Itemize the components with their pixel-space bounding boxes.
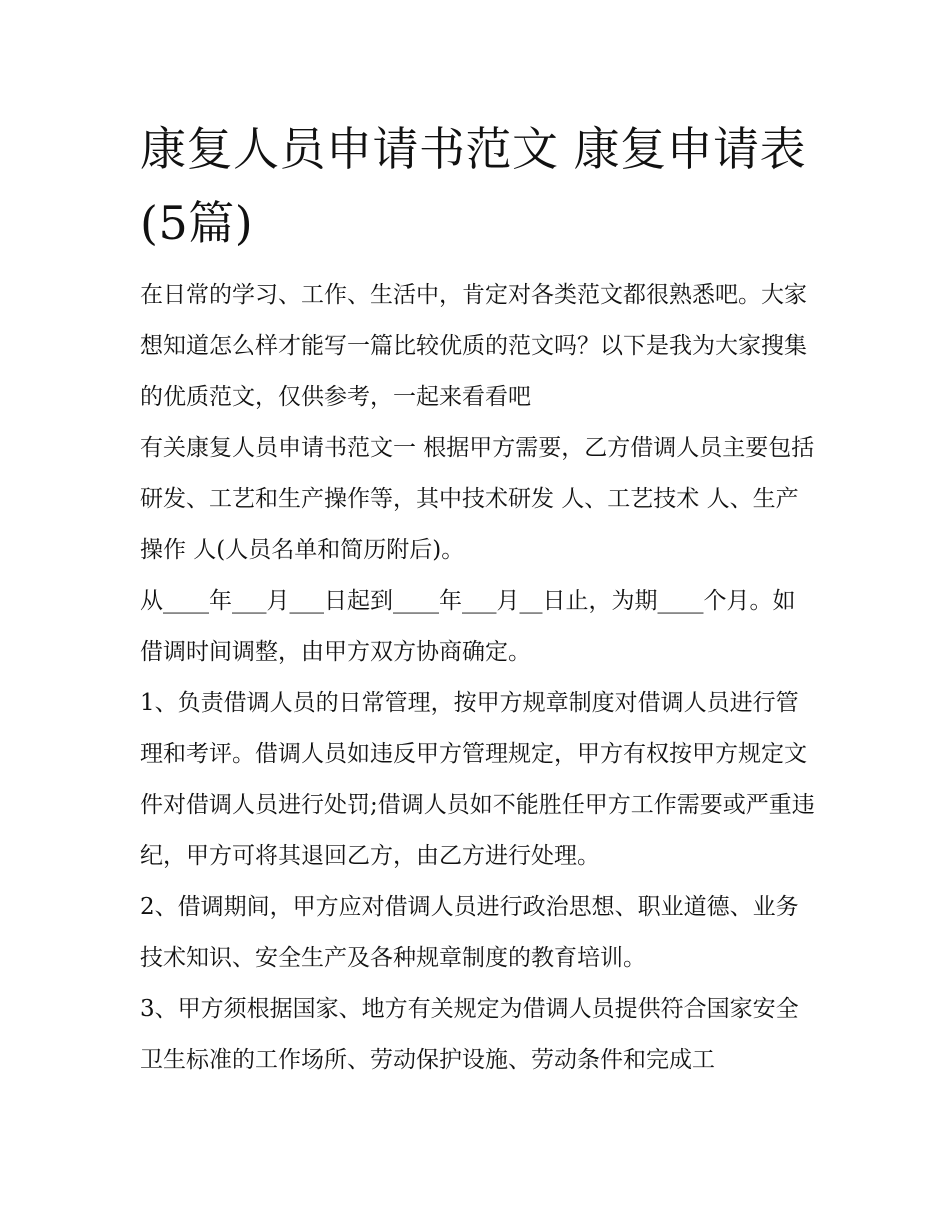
paragraph-period: 从____年___月___日起到____年___月__日止，为期____个月。如借调时间调整，由甲方双方协商确定。 [140, 588, 796, 665]
paragraph-item-1: 1、负责借调人员的日常管理，按甲方规章制度对借调人员进行管理和考评。借调人员如违反甲方管理规定，甲方有权按甲方规定文件对借调人员进行处罚;借调人员如不能胜任甲方工作需要或严重违纪，甲方可将其退回乙方，由乙方进行处理。 [140, 690, 815, 869]
paragraph-item-2: 2、借调期间，甲方应对借调人员进行政治思想、职业道德、业务技术知识、安全生产及各种规章制度的教育培训。 [140, 894, 799, 971]
document-page [140, 112, 816, 1086]
document-title: 康复人员申请书范文 康复申请表(5篇) [140, 122, 807, 250]
paragraph-personnel: 有关康复人员申请书范文一 根据甲方需要，乙方借调人员主要包括研发、工艺和生产操作等，其中技术研发 人、工艺技术 人、生产操作 人(人员名单和简历附后)。 [140, 435, 815, 563]
paragraph-intro: 在日常的学习、工作、生活中，肯定对各类范文都很熟悉吧。大家想知道怎么样才能写一篇比较优质的范文吗？以下是我为大家搜集的优质范文，仅供参考，一起来看看吧 [140, 282, 807, 410]
paragraph-item-3: 3、甲方须根据国家、地方有关规定为借调人员提供符合国家安全卫生标准的工作场所、劳动保护设施、劳动条件和完成工 [140, 996, 799, 1073]
